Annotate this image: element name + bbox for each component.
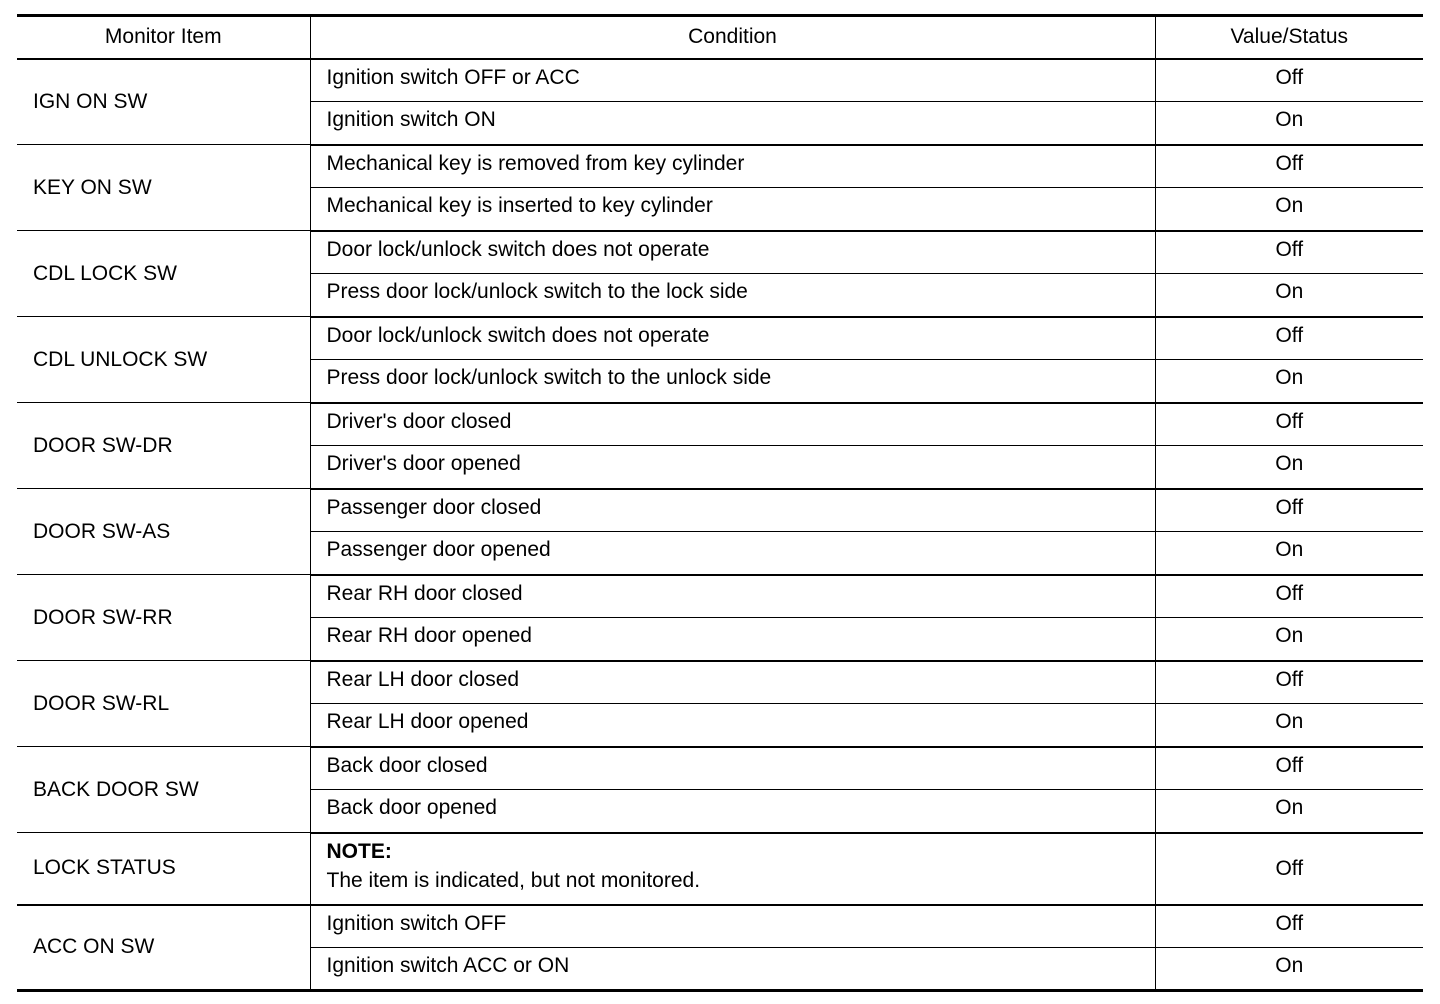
condition-cell: Ignition switch ON <box>310 102 1155 145</box>
status-cell: Off <box>1155 231 1423 274</box>
monitor-item-cell: DOOR SW-AS <box>17 489 310 575</box>
monitor-item-cell: BACK DOOR SW <box>17 747 310 833</box>
condition-cell: Press door lock/unlock switch to the lock side <box>310 274 1155 317</box>
condition-cell: Driver's door closed <box>310 403 1155 446</box>
table-row <box>17 231 1423 274</box>
condition-cell: Rear LH door closed <box>310 661 1155 704</box>
table-row <box>17 59 1423 102</box>
status-cell: Off <box>1155 145 1423 188</box>
table-row <box>17 747 1423 790</box>
status-cell: Off <box>1155 905 1423 948</box>
condition-cell: Press door lock/unlock switch to the unlock side <box>310 360 1155 403</box>
table-row <box>17 575 1423 618</box>
status-cell: On <box>1155 102 1423 145</box>
status-cell: On <box>1155 446 1423 489</box>
condition-cell: Back door opened <box>310 790 1155 833</box>
condition-cell: Rear LH door opened <box>310 704 1155 747</box>
condition-cell: Driver's door opened <box>310 446 1155 489</box>
status-cell: On <box>1155 188 1423 231</box>
status-cell: On <box>1155 360 1423 403</box>
table-row <box>17 145 1423 188</box>
status-cell: Off <box>1155 833 1423 905</box>
status-cell: Off <box>1155 403 1423 446</box>
monitor-item-cell: IGN ON SW <box>17 59 310 145</box>
status-cell: On <box>1155 274 1423 317</box>
header-monitor-item: Monitor Item <box>17 16 310 59</box>
condition-cell: Ignition switch ACC or ON <box>310 948 1155 991</box>
status-cell: Off <box>1155 661 1423 704</box>
monitor-item-cell: LOCK STATUS <box>17 833 310 905</box>
status-cell: Off <box>1155 489 1423 532</box>
monitor-item-cell: CDL LOCK SW <box>17 231 310 317</box>
condition-cell: Rear RH door closed <box>310 575 1155 618</box>
table-row <box>17 403 1423 446</box>
status-cell: On <box>1155 532 1423 575</box>
condition-cell: Mechanical key is removed from key cylinder <box>310 145 1155 188</box>
table-row <box>17 905 1423 948</box>
table-row <box>17 833 1423 905</box>
table-row <box>17 661 1423 704</box>
note-label: NOTE: <box>326 839 392 863</box>
status-cell: On <box>1155 948 1423 991</box>
condition-cell: Mechanical key is inserted to key cylinder <box>310 188 1155 231</box>
monitor-item-cell: CDL UNLOCK SW <box>17 317 310 403</box>
note-cell <box>310 833 1155 905</box>
monitor-item-table <box>17 14 1423 992</box>
monitor-item-cell: KEY ON SW <box>17 145 310 231</box>
condition-cell: Passenger door opened <box>310 532 1155 575</box>
table-header-row <box>17 16 1423 59</box>
condition-cell: Back door closed <box>310 747 1155 790</box>
monitor-item-cell: ACC ON SW <box>17 905 310 991</box>
monitor-item-cell: DOOR SW-DR <box>17 403 310 489</box>
table-row <box>17 489 1423 532</box>
condition-cell: Ignition switch OFF or ACC <box>310 59 1155 102</box>
condition-cell: Door lock/unlock switch does not operate <box>310 317 1155 360</box>
note-text: The item is indicated, but not monitored. <box>326 868 701 892</box>
status-cell: Off <box>1155 59 1423 102</box>
header-value-status: Value/Status <box>1155 16 1423 59</box>
monitor-item-cell: DOOR SW-RL <box>17 661 310 747</box>
status-cell: Off <box>1155 747 1423 790</box>
status-cell: Off <box>1155 317 1423 360</box>
status-cell: On <box>1155 790 1423 833</box>
status-cell: Off <box>1155 575 1423 618</box>
status-cell: On <box>1155 618 1423 661</box>
condition-cell: Passenger door closed <box>310 489 1155 532</box>
monitor-item-cell: DOOR SW-RR <box>17 575 310 661</box>
condition-cell: Door lock/unlock switch does not operate <box>310 231 1155 274</box>
status-cell: On <box>1155 704 1423 747</box>
table-row <box>17 317 1423 360</box>
header-condition: Condition <box>310 16 1155 59</box>
condition-cell: Ignition switch OFF <box>310 905 1155 948</box>
condition-cell: Rear RH door opened <box>310 618 1155 661</box>
